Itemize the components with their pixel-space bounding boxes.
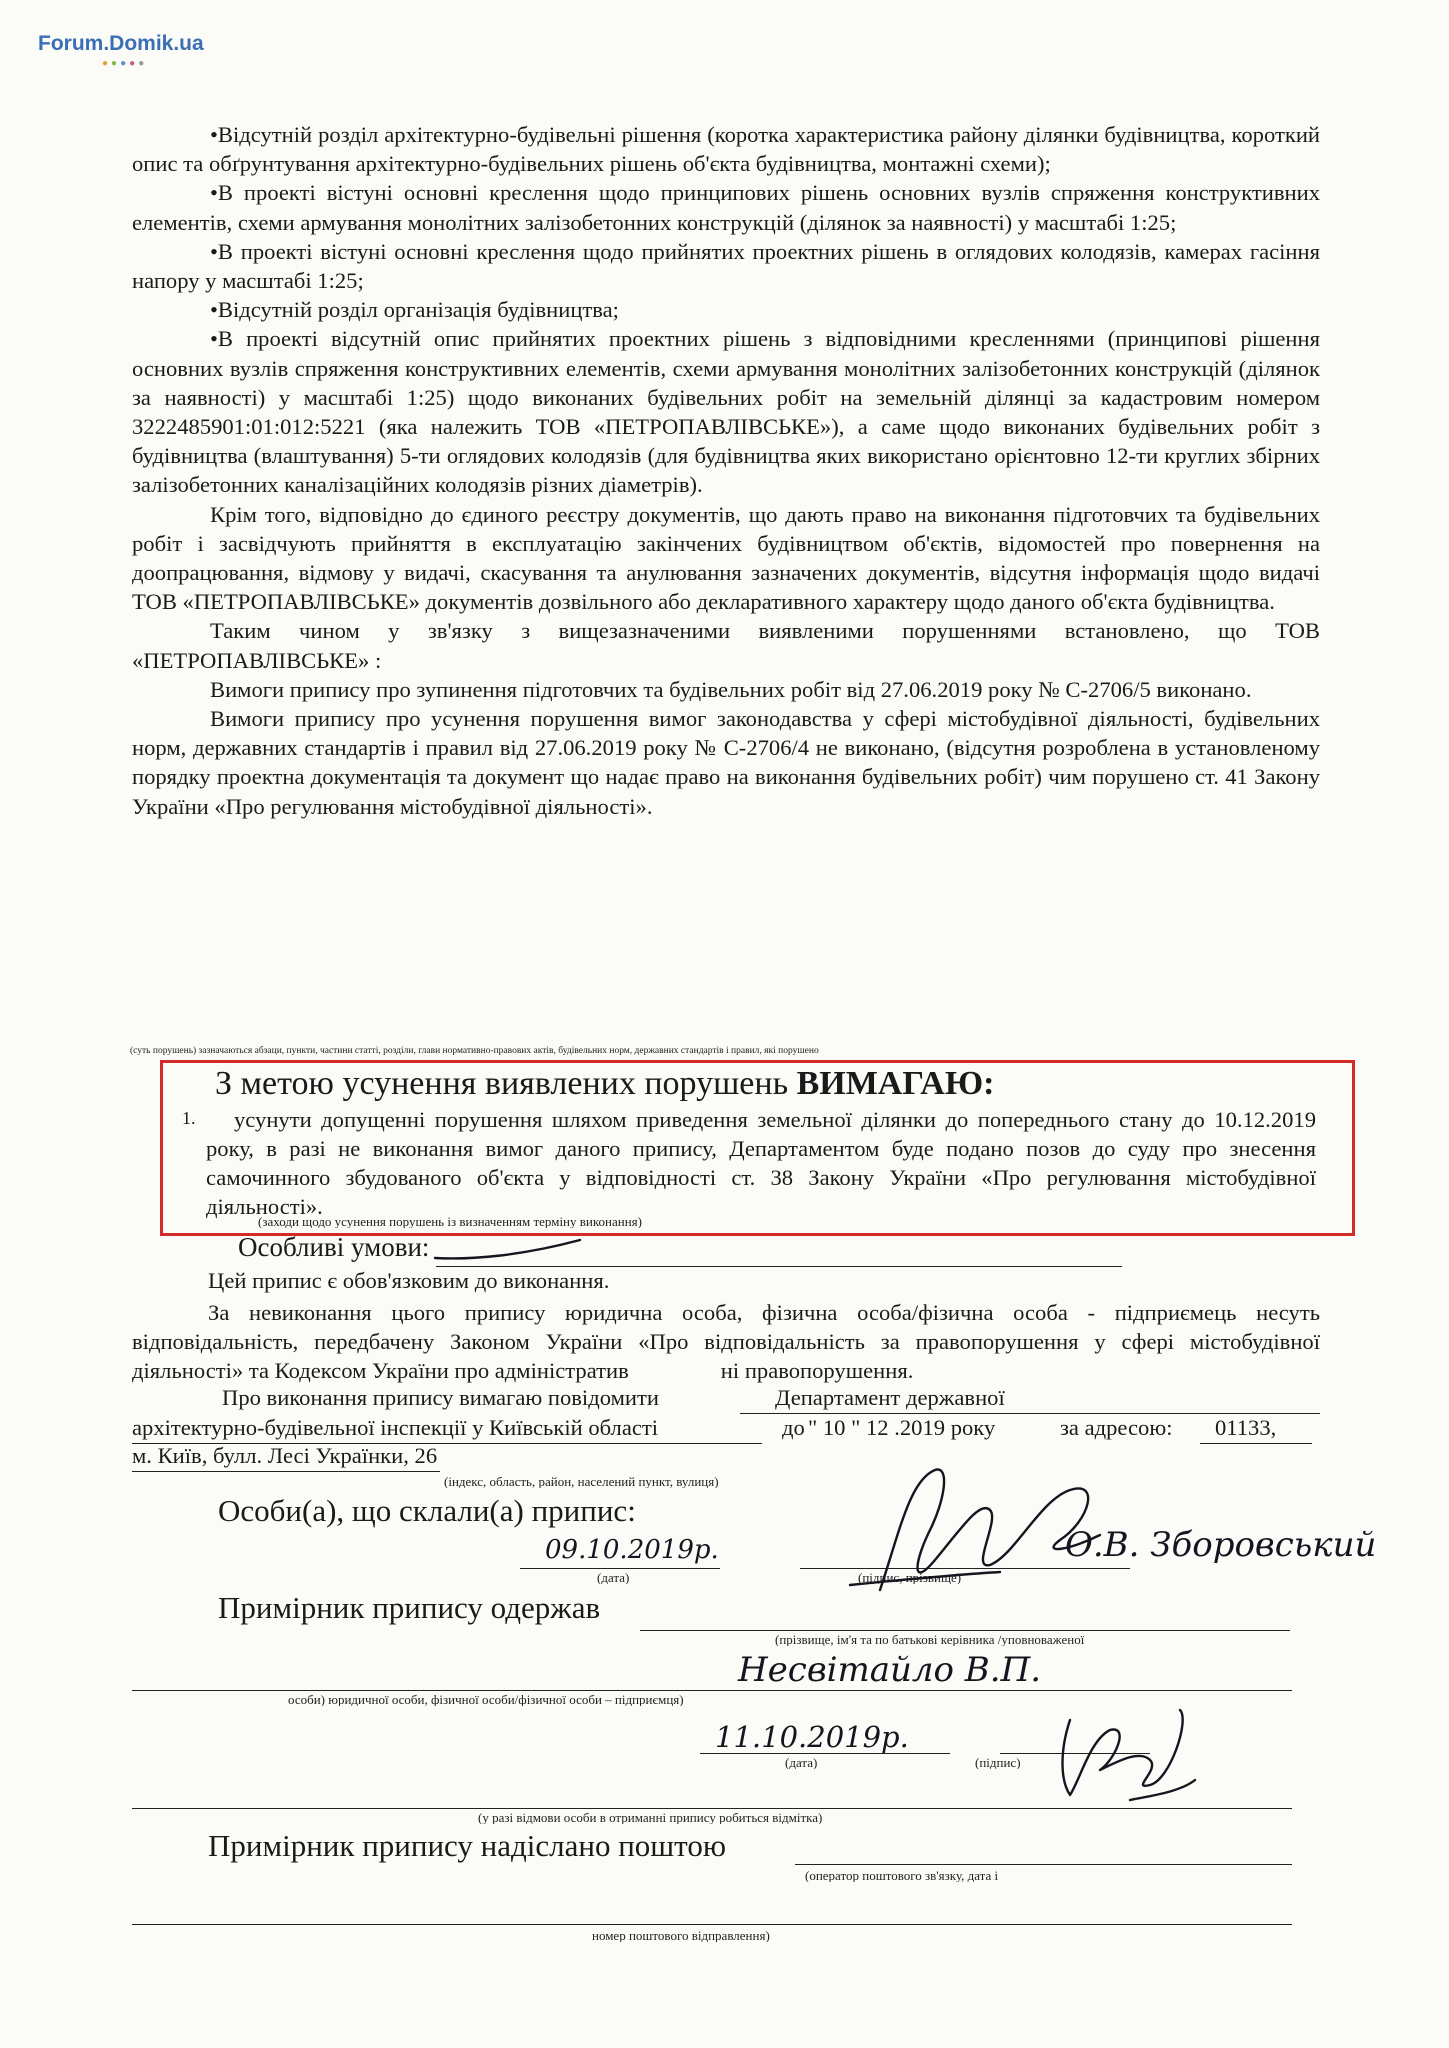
received-line-2 — [132, 1690, 1292, 1691]
mailed-note-1: (оператор поштового зв'язку, дата і — [805, 1870, 999, 1882]
notify-line-1 — [740, 1413, 1320, 1414]
paragraph: Крім того, відповідно до єдиного реєстру документів, що дають право на виконання підготовчих та будівельних робіт і засвідчують прийняття в експлуатацію закінчених будівництвом об'єктів, відомостей про повернення на доопрацювання, відмову у видачі, скасування та анулювання зазначених документів, відсутня інформація щодо видачі ТОВ «ПЕТРОПАВЛІВСЬКЕ» документів дозвільного або декларативного характеру щодо даного об'єкта будівництва. — [132, 501, 1320, 615]
receive-sig-label: (підпис) — [975, 1757, 1021, 1769]
received-note-2: особи) юридичної особи, фізичної особи/фізичної особи – підприємця) — [288, 1694, 684, 1706]
issue-date-handwritten: 09.10.2019р. — [545, 1535, 719, 1565]
issue-date-label: (дата) — [597, 1572, 630, 1584]
mailed-line-2 — [132, 1924, 1292, 1925]
notify-date: " 10 " 12 .2019 року — [808, 1415, 996, 1440]
notify-to: до — [782, 1415, 805, 1440]
notify-fill-2: архітектурно-будівельної інспекції у Київській області — [132, 1415, 659, 1440]
received-note-3: (у разі відмови особи в отриманні припису робиться відмітка) — [478, 1812, 823, 1824]
violations-note: (суть порушень) зазначаються абзаци, пункти, частини статті, розділи, глави нормативно-правових актів, будівельних норм, державних стандартів і правил, які порушено — [130, 1046, 819, 1056]
bullet-item: •Відсутній розділ організація будівництва; — [210, 297, 619, 323]
received-line-1 — [640, 1630, 1290, 1631]
liability-tail: ні правопорушення. — [720, 1358, 914, 1383]
notify-line-3 — [1200, 1443, 1312, 1444]
bullet-item: •Відсутній розділ архітектурно-будівельні рішення (коротка характеристика району ділянки будівництва, короткий опис та обґрунтування архітектурно-будівельних рішень об'єкта будівництва, монтажні схеми); — [132, 122, 1320, 177]
issuer-signature — [840, 1440, 1170, 1620]
liability-text — [132, 1298, 1320, 1385]
notify-address-label: за адресою: — [1060, 1415, 1173, 1440]
demand-heading — [215, 1065, 994, 1103]
recipient-signature — [1030, 1700, 1210, 1810]
paragraph: Вимоги припису про зупинення підготовчих та будівельних робіт від 27.06.2019 року № С-2706/5 виконано. — [210, 676, 1252, 702]
bullet-item: •В проекті вістуні основні креслення щодо прийнятих проектних рішень в оглядових колодязів, камерах гасіння напору у масштабі 1:25; — [132, 238, 1320, 294]
mailed-line-1 — [795, 1864, 1292, 1865]
mandatory-text: Цей припис є обов'язковим до виконання. — [208, 1268, 610, 1293]
recipient-name-handwritten: Несвітайло В.П. — [738, 1650, 1042, 1690]
paragraph: Вимоги припису про усунення порушення вимог законодавства у сфері містобудівної діяльності, будівельних норм, державних стандартів і правил від 27.06.2019 року № С-2706/4 не виконано, (відсутня розроблена в установленому порядку проектна документація та документ що надає право на виконання будівельних робіт) чим порушено ст. 41 Закону України «Про регулювання містобудівної діяльності». — [132, 706, 1320, 819]
demand-note: (заходи щодо усунення порушень із визначенням терміну виконання) — [258, 1216, 642, 1228]
notify-line-4 — [132, 1471, 440, 1472]
mailed-label: Примірник припису надіслано поштою — [208, 1828, 726, 1863]
receive-date-line — [700, 1753, 950, 1754]
issuer-name-handwritten: О.В. Зборовський — [1065, 1525, 1377, 1565]
address-note: (індекс, область, район, населений пункт, вулиця) — [444, 1476, 719, 1488]
bullet-item: •В проекті вістуні основні креслення щодо принципових рішень основних вузлів спряження конструктивних елементів, схеми армування монолітних залізобетонних конструкцій (ділянок за наявності) у масштабі 1:25; — [132, 180, 1320, 235]
paragraph: Таким чином у зв'язку з вищезазначеними виявленими порушеннями встановлено, що ТОВ «ПЕТРОПАВЛІВСЬКЕ» : — [132, 618, 1320, 673]
demand-number: 1. — [182, 1108, 196, 1128]
watermark-dots: ●●●●● — [102, 58, 148, 69]
receive-date-label: (дата) — [785, 1757, 818, 1769]
special-scribble — [430, 1236, 590, 1268]
notify-text: Про виконання припису вимагаю повідомити — [222, 1385, 659, 1410]
demand-heading-text: З метою усунення виявлених порушень — [215, 1065, 789, 1102]
demand-heading-bold: ВИМАГАЮ: — [796, 1065, 995, 1102]
liability-main: За невиконання цього припису юридична особа, фізична особа/фізична особа - підприємець несуть відповідальність, передбачену Законом України «Про відповідальність за правопорушення у сфері містобудівної діяльності» та Кодексом України про адміністратив — [132, 1300, 1320, 1383]
received-note-1: (прізвище, ім'я та по батькові керівника /уповноваженої — [775, 1634, 1085, 1646]
received-label: Примірник припису одержав — [218, 1590, 601, 1625]
notify-fill-4: м. Київ, булл. Лесі Українки, 26 — [132, 1443, 438, 1468]
issuer-sig-label: (підпис, прізвище) — [858, 1572, 962, 1584]
issue-date-line — [520, 1568, 720, 1569]
mailed-note-2: номер поштового відправлення) — [592, 1930, 770, 1942]
watermark-logo: Forum.Domik.ua — [38, 32, 204, 55]
notify-fill-1: Департамент державної — [775, 1385, 1005, 1410]
received-line-3 — [132, 1808, 1292, 1809]
bullet-item: •В проекті відсутній опис прийнятих проектних рішень з відповідними кресленнями (принципові рішення основних вузлів спряження конструктивних елементів, схеми армування монолітних залізобетонних конструкцій (ділянок за наявності) у масштабі 1:25) щодо виконаних будівельних робіт на земельній ділянці за кадастровим номером 3222485901:01:012:5221 (яка належить ТОВ «ПЕТРОПАВЛІВСЬКЕ»), а саме щодо виконаних будівельних робіт з будівництва (влаштування) 5-ти оглядових колодязів (для будівництва яких використано орієнтовно 12-ти круглих збірних залізобетонних каналізаційних колодязів різних діаметрів). — [132, 326, 1320, 498]
demand-text: усунути допущенні порушення шляхом приведення земельної ділянки до попереднього стану до 10.12.2019 року, в разі не виконання вимог даного припису, Департаментом буде подано позов до суду про знесення самочинного збудованого об'єкта у відповідності ст. 38 Закону України «Про регулювання містобудівної діяльності». — [206, 1107, 1316, 1219]
receive-date-handwritten: 11.10.2019р. — [715, 1720, 909, 1754]
notify-fill-3: 01133, — [1215, 1415, 1277, 1440]
issuers-label: Особи(а), що склали(а) припис: — [218, 1493, 636, 1528]
document-body — [132, 120, 1320, 821]
special-label: Особливі умови: — [238, 1232, 430, 1262]
